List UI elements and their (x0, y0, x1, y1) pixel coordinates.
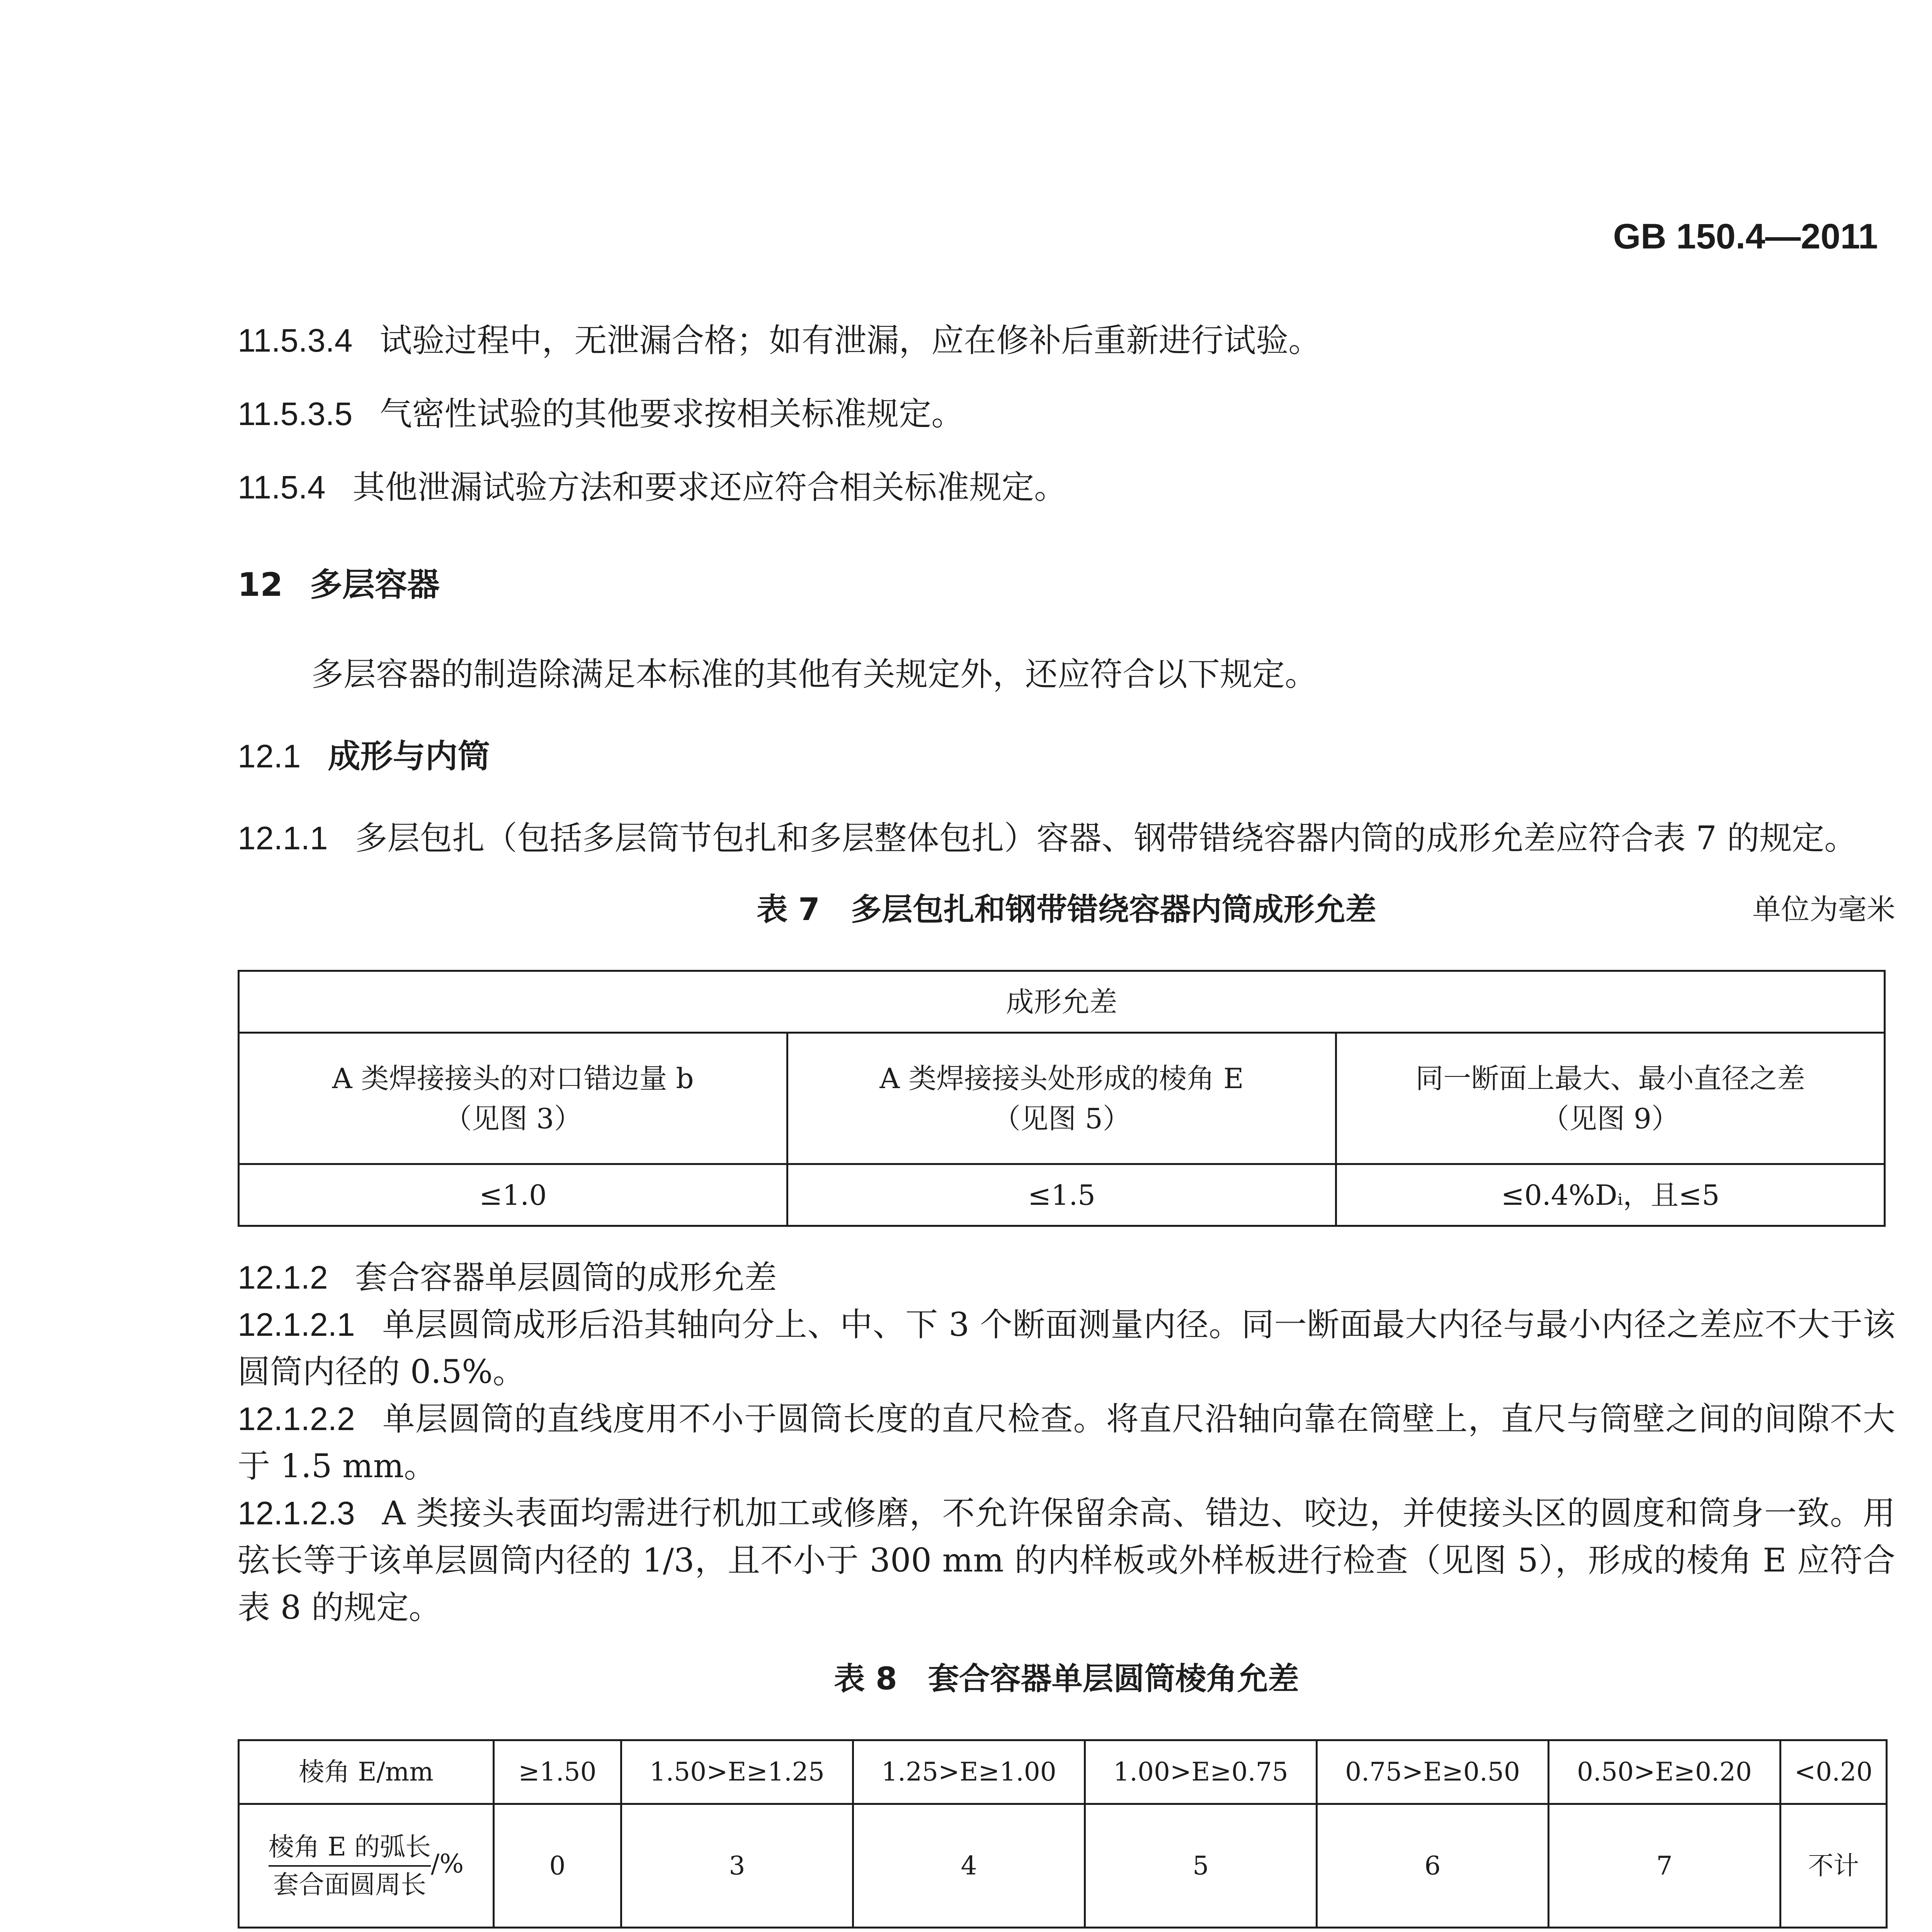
clause-text: 单层圆筒成形后沿其轴向分上、中、下 3 个断面测量内径。同一断面最大内径与最小内径之差应不大于该圆筒内径的 0.5%。 (238, 1306, 1895, 1391)
table8-cell: 1.25>E≥1.00 (853, 1740, 1085, 1804)
table8-cell: ≥1.50 (494, 1740, 621, 1804)
clause-text: A 类接头表面均需进行机加工或修磨，不允许保留余高、错边、咬边，并使接头区的圆度和筒身一致。用弦长等于该单层圆筒内径的 1/3，且不小于 300 mm 的内样板或外样板进行检查（见图 5），形成的棱角 E 应符合表 8 的规定。 (238, 1494, 1895, 1626)
fraction-unit: /% (431, 1849, 464, 1879)
table8-row-label (239, 1804, 494, 1928)
col-header-line1: 同一断面上最大、最小直径之差 (1415, 1062, 1805, 1095)
clause-text: 套合容器单层圆筒的成形允差 (355, 1259, 777, 1296)
clause-number: 12.1.2 (238, 1259, 328, 1296)
table8-cell: <0.20 (1781, 1740, 1887, 1804)
col-header-line1: A 类焊接接头的对口错边量 b (332, 1062, 694, 1095)
table7-cell: ≤1.0 (239, 1164, 787, 1226)
clause-text: 气密性试验的其他要求按相关标准规定。 (379, 395, 964, 433)
table8-cell: 不计 (1781, 1804, 1887, 1928)
clause-11-5-4 (238, 464, 1895, 511)
table7-group-header: 成形允差 (239, 971, 1885, 1033)
clause-text: 多层包扎（包括多层筒节包扎和多层整体包扎）容器、钢带错绕容器内筒的成形允差应符合表 7 的规定。 (355, 819, 1857, 857)
col-header-line1: A 类焊接接头处形成的棱角 E (879, 1062, 1244, 1095)
clause-number: 12.1.2.1 (238, 1306, 355, 1343)
fraction-denominator: 套合面圆周长 (273, 1869, 427, 1900)
table7-caption: 表 7 多层包扎和钢带错绕容器内筒成形允差 (757, 891, 1376, 927)
table8 (238, 1739, 1888, 1929)
clause-12-1-2-2 (238, 1395, 1895, 1490)
table7-cell: ≤0.4%Dᵢ，且≤5 (1336, 1164, 1885, 1226)
table7-col-header (1336, 1033, 1885, 1164)
table8-caption: 表 8 套合容器单层圆筒棱角允差 (834, 1661, 1299, 1697)
clause-11-5-3-4 (238, 317, 1895, 364)
table7-unit: 单位为毫米 (1752, 893, 1895, 926)
clause-number: 11.5.3.4 (238, 322, 353, 359)
table8-cell: 3 (621, 1804, 853, 1928)
clause-11-5-3-5 (238, 390, 1895, 437)
standard-number: GB 150.4—2011 (1613, 217, 1878, 256)
section-12-intro: 多层容器的制造除满足本标准的其他有关规定外，还应符合以下规定。 (311, 655, 1318, 693)
table8-cell: 4 (853, 1804, 1085, 1928)
col-header-line2: （见图 5） (993, 1102, 1131, 1135)
table8-caption-row (238, 1656, 1895, 1702)
clause-number: 12.1.2.2 (238, 1401, 355, 1437)
table8-row-angle (239, 1740, 1887, 1804)
clause-text: 其他泄漏试验方法和要求还应符合相关标准规定。 (352, 468, 1067, 506)
table8-cell: 0.75>E≥0.50 (1317, 1740, 1549, 1804)
table7-group-row (239, 971, 1885, 1033)
section-number: 12.1 (238, 738, 301, 774)
table7-cell: ≤1.5 (787, 1164, 1336, 1226)
table7-header-row (239, 1033, 1885, 1164)
clause-number: 12.1.1 (238, 820, 328, 856)
col-header-line2: （见图 9） (1541, 1102, 1679, 1135)
table8-cell: 6 (1317, 1804, 1549, 1928)
table8-cell: 1.50>E≥1.25 (621, 1740, 853, 1804)
table8-cell: 1.00>E≥0.75 (1085, 1740, 1317, 1804)
table7-caption-row (238, 886, 1895, 933)
clause-text: 试验过程中，无泄漏合格；如有泄漏，应在修补后重新进行试验。 (379, 321, 1321, 359)
table8-row-ratio (239, 1804, 1887, 1928)
clause-number: 12.1.2.3 (238, 1495, 355, 1531)
clause-12-1-1 (238, 815, 1895, 862)
table7-value-row (239, 1164, 1885, 1226)
fraction-numerator: 棱角 E 的弧长 (269, 1829, 431, 1867)
clause-number: 11.5.4 (238, 469, 326, 505)
ratio-fraction (269, 1829, 431, 1903)
section-number: 12 (238, 566, 283, 604)
clause-text: 单层圆筒的直线度用不小于圆筒长度的直尺检查。将直尺沿轴向靠在筒壁上，直尺与筒壁之间的间隙不大于 1.5 mm。 (238, 1400, 1895, 1485)
table7-col-header (787, 1033, 1336, 1164)
section-title: 多层容器 (310, 566, 440, 604)
table8-cell: 7 (1549, 1804, 1781, 1928)
clause-12-1-2-3 (238, 1490, 1895, 1631)
table8-cell: 0.50>E≥0.20 (1549, 1740, 1781, 1804)
col-header-line2: （见图 3） (444, 1102, 582, 1135)
table8-cell: 0 (494, 1804, 621, 1928)
section-12-1-heading (238, 733, 1895, 780)
clause-number: 11.5.3.5 (238, 396, 353, 432)
section-title: 成形与内筒 (328, 737, 490, 775)
page-content (238, 317, 1895, 1932)
table8-cell: 5 (1085, 1804, 1317, 1928)
clause-12-1-2-1 (238, 1301, 1895, 1395)
table7-col-header (239, 1033, 787, 1164)
table8-row-label: 棱角 E/mm (239, 1740, 494, 1804)
section-12-heading (238, 561, 1895, 608)
table7 (238, 970, 1886, 1227)
clause-12-1-2 (238, 1254, 1895, 1301)
